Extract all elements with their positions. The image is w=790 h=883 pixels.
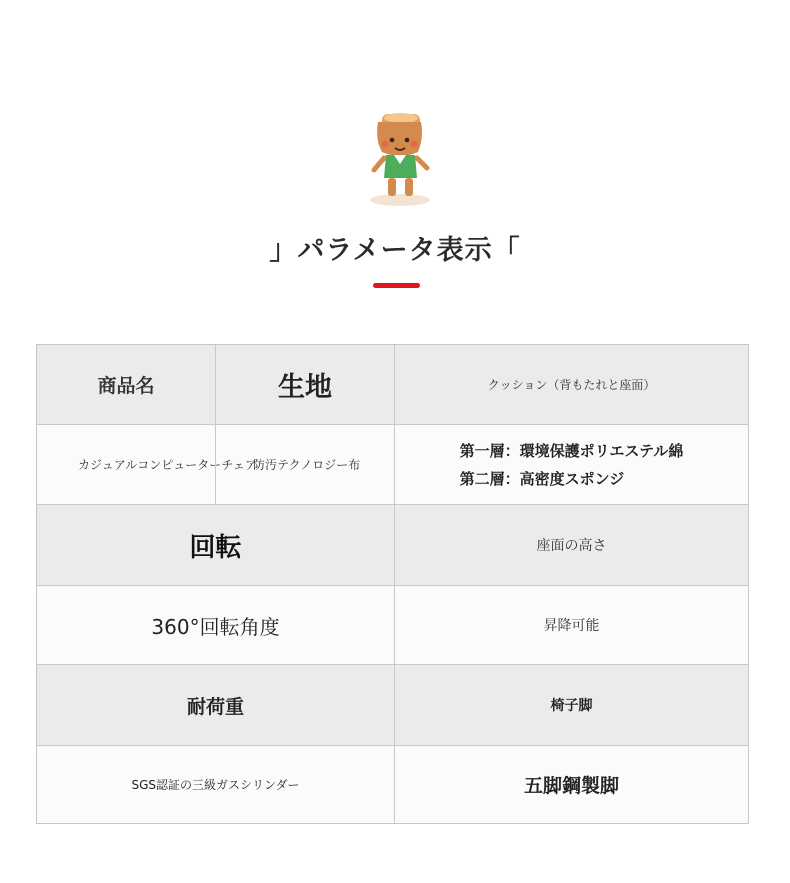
cushion-layer-2: 第二層：高密度スポンジ: [459, 469, 625, 488]
product-name-value: カジュアルコンピューターチェア: [78, 458, 257, 472]
cushion-layer-1: 第一層：環境保護ポリエステル綿: [459, 441, 684, 460]
parameter-table: [36, 344, 749, 824]
gas-cylinder-value: SGS認証の三級ガスシリンダー: [131, 778, 300, 792]
chair-base-value: 五脚鋼製脚: [394, 746, 748, 823]
swivel-value: 360°回転角度: [151, 614, 280, 639]
table-row: [37, 586, 748, 665]
fabric-label: 生地: [215, 345, 394, 424]
table-row: [37, 345, 748, 425]
product-name-label: 商品名: [97, 375, 155, 397]
cushion-value: [394, 425, 748, 504]
seat-height-value: 昇降可能: [394, 586, 748, 664]
swivel-label: 回転: [189, 532, 242, 563]
cushion-label: クッション（背もたれと座面）: [394, 345, 748, 424]
table-row: [37, 505, 748, 586]
load-capacity-label: 耐荷重: [186, 695, 244, 718]
page-title: 」パラメータ表示「: [269, 235, 521, 266]
table-row: [37, 665, 748, 746]
tree-stump-mascot-icon: [360, 108, 440, 208]
table-row: [37, 425, 748, 505]
title-underline: [373, 283, 420, 288]
fabric-value: 防汚テクノロジー布: [215, 425, 394, 504]
table-row: [37, 746, 748, 823]
seat-height-label: 座面の高さ: [394, 505, 748, 585]
chair-base-label: 椅子脚: [394, 665, 748, 745]
